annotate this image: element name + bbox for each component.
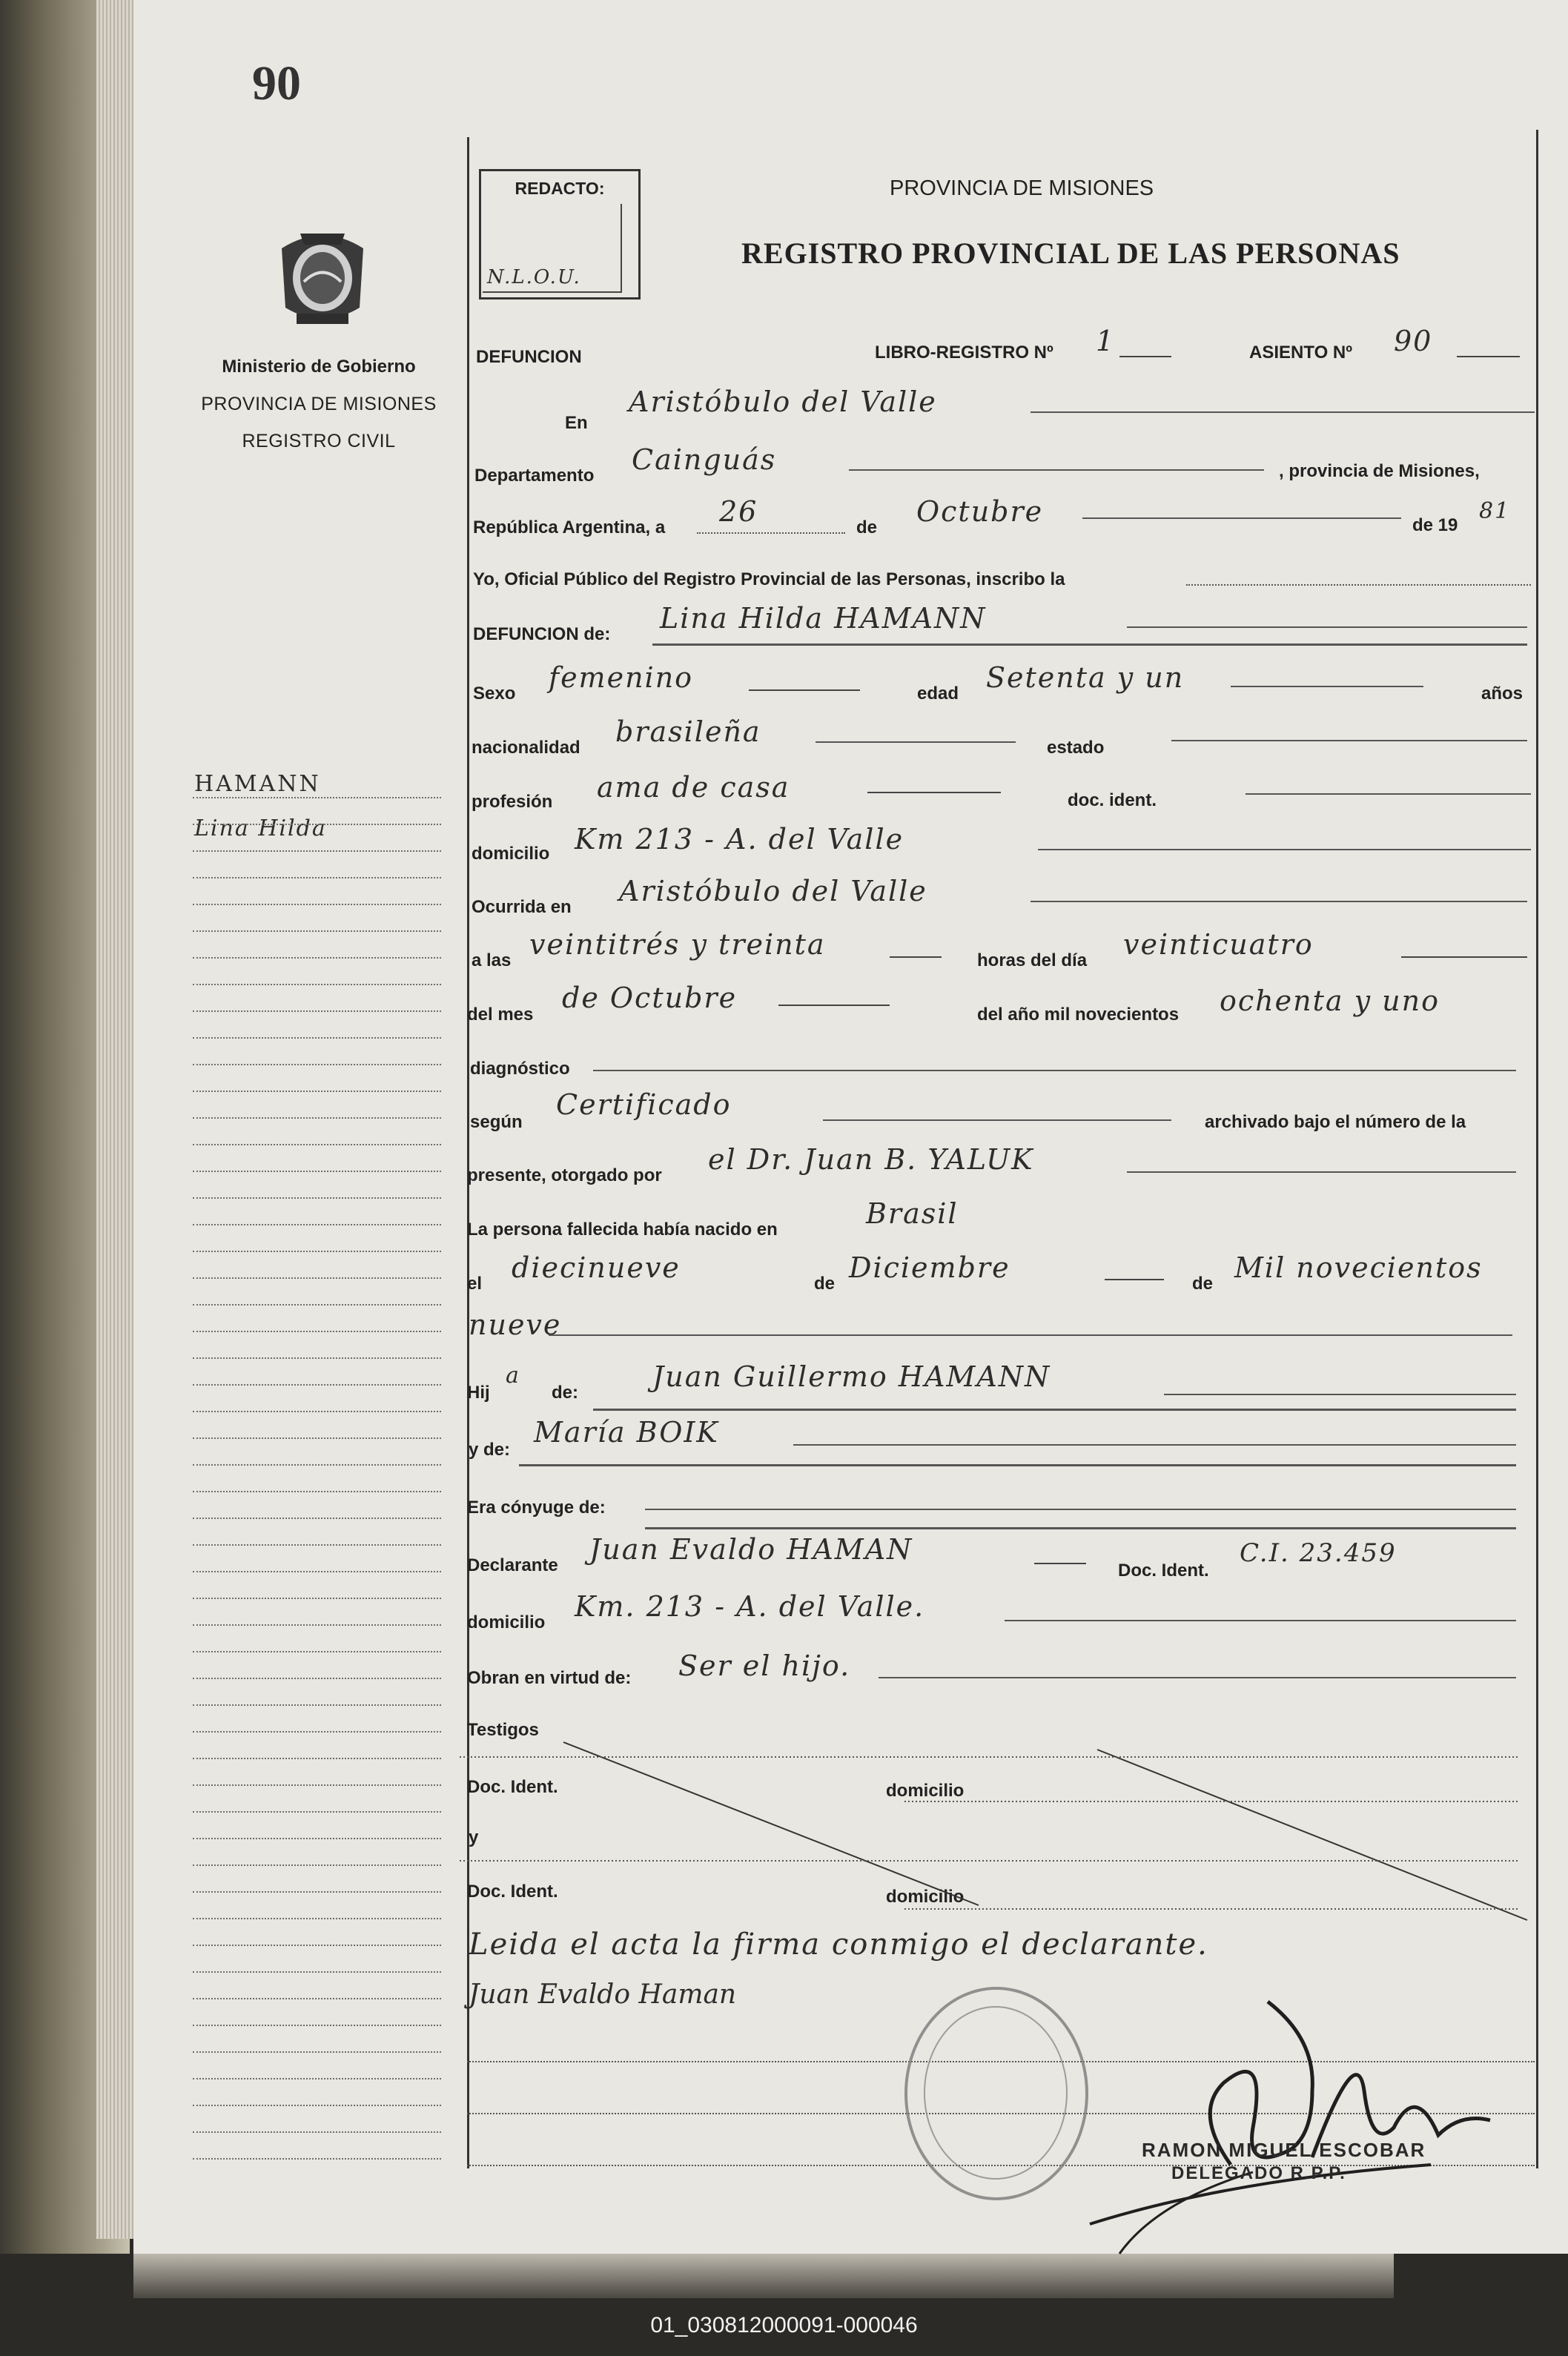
margin-rule <box>193 1704 441 1706</box>
republica-label: República Argentina, a <box>473 517 666 537</box>
nacido-value: Brasil <box>866 1197 959 1230</box>
profesion-value: ama de casa <box>597 771 790 804</box>
testigo-doc1-label: Doc. Ident. <box>467 1777 558 1797</box>
conyuge-line <box>645 1509 1516 1510</box>
firma-declarante: Juan Evaldo Haman <box>469 1979 737 2010</box>
testigo-dom2-label: domicilio <box>886 1887 965 1907</box>
redacto-label: REDACTO: <box>515 179 605 198</box>
dom-declarante-line <box>1005 1620 1516 1621</box>
a-las-line <box>890 956 942 958</box>
officer-signature-icon <box>1045 1979 1505 2261</box>
el-mes-line <box>1105 1279 1164 1280</box>
domicilio2-label: domicilio <box>467 1612 546 1632</box>
estado-label: estado <box>1047 738 1105 758</box>
el-dia-value: diecinueve <box>512 1251 681 1284</box>
margin-rule <box>193 824 441 825</box>
departamento-label: Departamento <box>474 466 595 486</box>
libro-label: LIBRO-REGISTRO Nº <box>875 343 1053 363</box>
declarante-value: Juan Evaldo HAMAN <box>589 1533 913 1566</box>
testigo-doc2-label: Doc. Ident. <box>467 1882 558 1902</box>
sexo-value: femenino <box>549 661 694 694</box>
nombre-underline <box>652 643 1527 646</box>
margin-rule <box>193 1171 441 1172</box>
segun-value: Certificado <box>556 1088 732 1121</box>
segun-label: según <box>470 1112 523 1132</box>
header-title: REGISTRO PROVINCIAL DE LAS PERSONAS <box>741 236 1400 270</box>
defuncion-heading: DEFUNCION <box>476 347 582 367</box>
del-mes-label: del mes <box>467 1005 534 1025</box>
del-mes-value: de Octubre <box>562 982 738 1014</box>
redacto-box <box>479 169 641 300</box>
year-label: de 19 <box>1412 515 1458 535</box>
margin-rule <box>193 957 441 959</box>
officer-stamp-name: RAMON MIGUEL ESCOBAR <box>1142 2139 1426 2161</box>
madre-value: María BOIK <box>534 1416 719 1449</box>
mes-line <box>1082 517 1401 519</box>
year-value: 81 <box>1479 498 1511 524</box>
right-frame-rule <box>1536 130 1538 2168</box>
margin-rule <box>193 1891 441 1893</box>
asiento-value: 90 <box>1394 325 1433 357</box>
libro-line <box>1119 356 1171 357</box>
leida-text: Leida el acta la firma conmigo el declarante. <box>469 1928 1208 1962</box>
domicilio-value: Km 213 - A. del Valle <box>575 823 904 856</box>
presente-label: presente, otorgado por <box>467 1165 662 1185</box>
ministry-province: PROVINCIA DE MISIONES <box>201 394 437 414</box>
el-label: el <box>467 1274 483 1294</box>
doc-ident-label: doc. ident. <box>1068 790 1157 810</box>
margin-rule <box>193 984 441 985</box>
margin-rule <box>193 2051 441 2053</box>
margin-rule <box>193 1678 441 1679</box>
hij-suffix: a <box>506 1363 520 1389</box>
margin-rule <box>193 1811 441 1813</box>
margin-rule <box>193 1918 441 1919</box>
ocurrida-value: Aristóbulo del Valle <box>619 875 927 907</box>
padre-underline <box>593 1409 1516 1411</box>
margin-rule <box>193 1331 441 1332</box>
madre-underline <box>519 1464 1516 1466</box>
margin-rule <box>193 1491 441 1492</box>
margin-rule <box>193 1864 441 1866</box>
nombre-line <box>1127 626 1527 628</box>
margin-rule <box>193 1144 441 1145</box>
a-las-label: a las <box>472 950 512 970</box>
doc-ident2-label: Doc. Ident. <box>1118 1561 1209 1581</box>
margin-rule <box>193 850 441 852</box>
nacido-label: La persona fallecida había nacido en <box>467 1220 778 1240</box>
dom-declarante-value: Km. 213 - A. del Valle. <box>575 1590 925 1623</box>
estado-line <box>1171 740 1527 741</box>
nacionalidad-label: nacionalidad <box>472 738 580 758</box>
margin-rule <box>193 1598 441 1599</box>
redacto-value: N.L.O.U. <box>487 266 581 288</box>
margin-rule <box>193 1251 441 1252</box>
nacionalidad-line <box>816 741 1016 743</box>
margin-rule <box>193 1357 441 1359</box>
margin-rule <box>193 1304 441 1306</box>
conyuge-label: Era cónyuge de: <box>467 1498 606 1518</box>
margin-rule <box>193 1784 441 1786</box>
departamento-value: Cainguás <box>632 443 777 476</box>
edad-label: edad <box>917 684 959 704</box>
image-caption: 01_030812000091-000046 <box>650 2313 918 2337</box>
declarante-line <box>1034 1563 1086 1564</box>
doc-declarante-value: C.I. 23.459 <box>1240 1538 1397 1568</box>
edad-value: Setenta y un <box>986 661 1185 694</box>
a-las-value: veintitrés y treinta <box>529 928 826 961</box>
conyuge-underline <box>645 1527 1516 1529</box>
margin-rule <box>193 1437 441 1439</box>
dia-texto-line <box>1401 956 1527 958</box>
provincia-label: , provincia de Misiones, <box>1279 461 1480 481</box>
y-de-label: y de: <box>469 1440 511 1460</box>
anos-label: años <box>1481 684 1524 704</box>
de2-label: de <box>814 1274 836 1294</box>
margin-rule <box>193 1224 441 1225</box>
nombre-value: Lina Hilda HAMANN <box>660 602 987 635</box>
obran-value: Ser el hijo. <box>678 1649 851 1682</box>
margin-rule <box>193 1277 441 1279</box>
margin-rule <box>193 1945 441 1946</box>
margin-rule <box>193 2105 441 2106</box>
diagnostico-label: diagnóstico <box>470 1059 570 1079</box>
margin-rule <box>193 1571 441 1572</box>
header-province: PROVINCIA DE MISIONES <box>890 176 1154 200</box>
margin-rule <box>193 1411 441 1412</box>
margin-rule <box>193 2131 441 2133</box>
margin-rule <box>193 1064 441 1065</box>
en-label: En <box>565 413 588 433</box>
yo-label: Yo, Oficial Público del Registro Provincial de las Personas, inscribo la <box>473 569 1065 589</box>
otorgado-line <box>1127 1171 1516 1173</box>
margin-rule <box>193 1464 441 1466</box>
profesion-label: profesión <box>472 792 553 812</box>
margin-rule <box>193 930 441 932</box>
domicilio-line <box>1038 849 1531 850</box>
diagnostico-line <box>593 1070 1516 1071</box>
ano-texto-value: ochenta y uno <box>1220 985 1440 1017</box>
margin-rule <box>193 1091 441 1092</box>
margin-rule <box>193 1998 441 1999</box>
ocurrida-label: Ocurrida en <box>472 897 572 917</box>
padre-line <box>1164 1394 1516 1395</box>
de3-label: de <box>1192 1274 1214 1294</box>
obran-label: Obran en virtud de: <box>467 1668 632 1688</box>
dia-dots <box>697 532 845 534</box>
del-mes-line <box>778 1005 890 1006</box>
margin-rule <box>193 1010 441 1012</box>
margin-rule <box>193 904 441 905</box>
margin-rule <box>193 1731 441 1733</box>
departamento-line <box>849 469 1264 471</box>
mes-value: Octubre <box>916 495 1044 528</box>
testigos-label: Testigos <box>467 1720 539 1740</box>
de1-label: de <box>856 517 878 537</box>
margin-rule <box>193 1117 441 1119</box>
el-ano2-value: nueve <box>469 1308 562 1341</box>
nueve-line <box>549 1334 1512 1336</box>
otorgado-value: el Dr. Juan B. YALUK <box>708 1143 1034 1176</box>
dia-texto-value: veinticuatro <box>1123 928 1314 961</box>
ocurrida-line <box>1031 901 1527 902</box>
margin-rule <box>193 1544 441 1546</box>
archivado-label: archivado bajo el número de la <box>1205 1112 1466 1132</box>
yo-dots <box>1186 584 1531 586</box>
margin-rule <box>193 2078 441 2079</box>
officer-stamp-title: DELEGADO R.P.P. <box>1171 2163 1346 2183</box>
profesion-line <box>867 792 1001 793</box>
asiento-label: ASIENTO Nº <box>1249 343 1353 363</box>
ministry-registry: REGISTRO CIVIL <box>242 431 396 451</box>
margin-rule <box>193 1197 441 1199</box>
margin-rule <box>193 1971 441 1973</box>
madre-line <box>793 1444 1516 1446</box>
segun-line <box>823 1119 1171 1121</box>
ministry-name: Ministerio de Gobierno <box>222 357 416 377</box>
sexo-label: Sexo <box>473 684 516 704</box>
margin-rule <box>193 1838 441 1839</box>
margin-rule <box>193 2158 441 2160</box>
domicilio-label: domicilio <box>472 844 550 864</box>
obran-line <box>879 1677 1516 1678</box>
margin-rule <box>193 1651 441 1652</box>
margin-rule <box>193 877 441 878</box>
el-mes-value: Diciembre <box>849 1251 1010 1284</box>
asiento-line <box>1457 356 1520 357</box>
doc-ident-line <box>1246 793 1531 795</box>
testigo-dom1-label: domicilio <box>886 1781 965 1801</box>
margin-surname: HAMANN <box>194 771 321 797</box>
en-value: Aristóbulo del Valle <box>629 386 937 418</box>
declarante-label: Declarante <box>467 1555 558 1575</box>
padre-value: Juan Guillermo HAMANN <box>652 1360 1051 1393</box>
margin-rule <box>193 797 441 798</box>
edad-line <box>1231 686 1423 687</box>
margin-rule <box>193 1758 441 1759</box>
del-ano-label: del año mil novecientos <box>977 1005 1180 1025</box>
margin-rule <box>193 1624 441 1626</box>
defuncion-de-label: DEFUNCION de: <box>473 624 611 644</box>
hij-label: Hij <box>467 1383 490 1403</box>
hij-de-label: de: <box>552 1383 578 1403</box>
ministry-block <box>185 348 452 460</box>
sexo-line <box>749 689 860 691</box>
margin-rule <box>193 1518 441 1519</box>
horas-label: horas del día <box>977 950 1088 970</box>
dia-value: 26 <box>719 495 758 528</box>
margin-rule <box>193 1384 441 1386</box>
testigos-cross-out <box>460 1720 1535 1935</box>
el-ano-value: Mil novecientos <box>1234 1251 1483 1284</box>
nacionalidad-value: brasileña <box>615 715 761 748</box>
margin-rule <box>193 1037 441 1039</box>
margin-rule <box>193 2025 441 2026</box>
testigo-y-label: y <box>469 1827 479 1847</box>
coat-of-arms-icon <box>274 219 371 334</box>
margin-given-names: Lina Hilda <box>194 815 327 841</box>
libro-value: 1 <box>1096 325 1116 357</box>
en-line <box>1031 411 1535 413</box>
page-number: 90 <box>252 56 301 110</box>
